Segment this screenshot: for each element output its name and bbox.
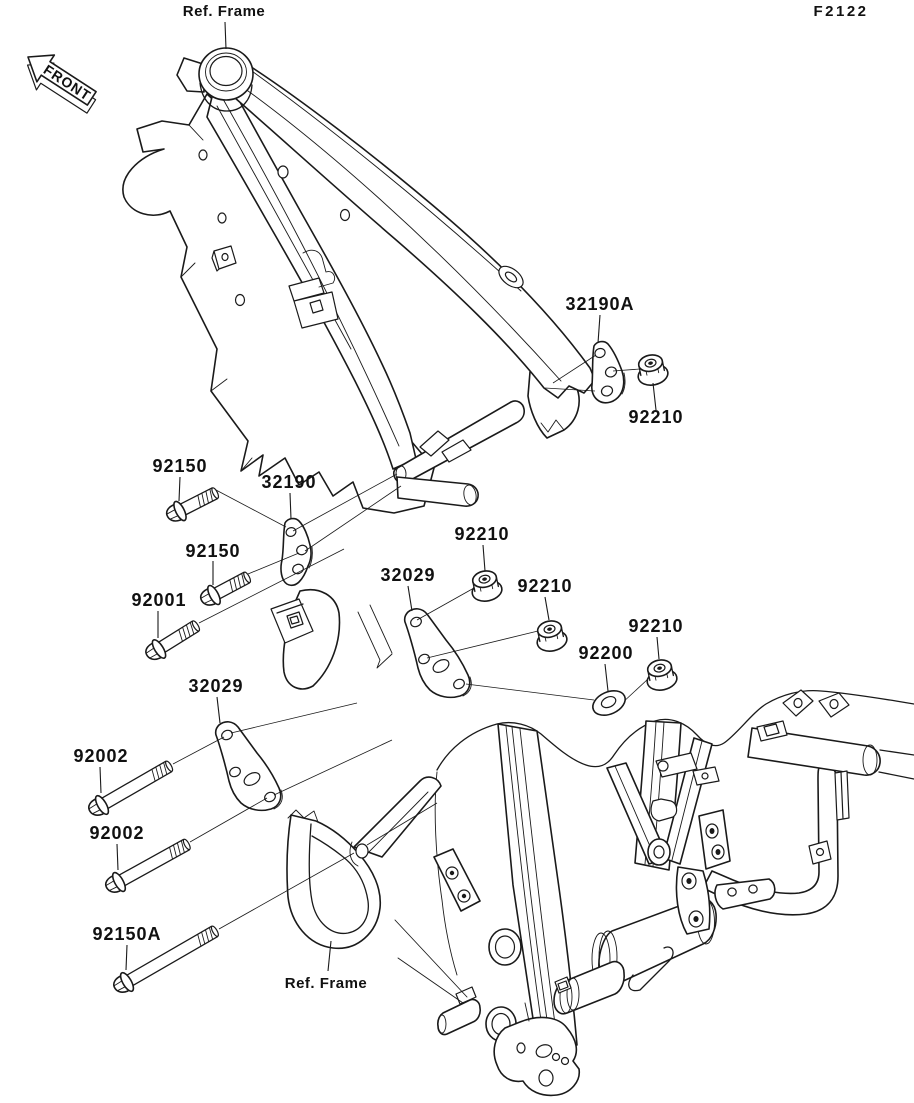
centerline: [417, 588, 474, 620]
lower-frame-drawing: [284, 690, 914, 1095]
leader-line-92150-1: [179, 477, 180, 501]
leader-line-92210-3: [545, 597, 549, 620]
centerline: [274, 740, 392, 795]
part-label-ref-frame-bottom: Ref. Frame: [284, 975, 368, 992]
nut-92210-1: [634, 352, 670, 388]
front-direction-badge: [15, 44, 103, 120]
bracket-32029-2: [216, 722, 283, 811]
washer-92200: [589, 686, 629, 720]
part-label-fig-code: F2122: [813, 3, 869, 20]
bracket-32029-1: [405, 609, 472, 698]
part-label-92002-1: 92002: [73, 746, 129, 766]
bolt-92001-3: [142, 616, 203, 665]
part-label-32029-2: 32029: [188, 676, 244, 696]
centerline: [216, 490, 286, 527]
part-label-92210-4: 92210: [628, 616, 684, 636]
part-label-92001: 92001: [131, 590, 187, 610]
part-label-92150-2: 92150: [185, 541, 241, 561]
part-label-92210-3: 92210: [517, 576, 573, 596]
part-label-32190: 32190: [261, 472, 317, 492]
part-label-92150-1: 92150: [152, 456, 208, 476]
part-label-92150A: 92150A: [92, 924, 162, 944]
bolt-92150-2: [197, 567, 254, 611]
bolt-92150-1: [163, 483, 222, 527]
leader-line-92002-1: [100, 767, 101, 793]
part-label-92210-2: 92210: [454, 524, 510, 544]
bolt-92002-5: [102, 834, 194, 898]
leader-line-92210-2: [483, 545, 485, 571]
nut-92210-4: [643, 657, 679, 693]
leader-line-32029-2: [217, 697, 220, 723]
part-label-92002-2: 92002: [89, 823, 145, 843]
centerline: [231, 703, 357, 733]
leader-line-92210-4: [657, 637, 659, 659]
centerline: [190, 798, 267, 842]
front-badge-label: FRONT: [40, 61, 95, 104]
nut-92210-2: [468, 568, 504, 604]
centerline: [305, 486, 401, 551]
part-label-92210-1: 92210: [628, 407, 684, 427]
leader-line-92150A: [126, 945, 127, 970]
bracket-32190a: [592, 342, 625, 403]
leader-line-32190A: [598, 315, 600, 343]
centerline: [173, 737, 224, 764]
leader-line-92210-1: [653, 383, 656, 410]
part-label-92200: 92200: [578, 643, 634, 663]
leader-line-32190: [290, 493, 291, 519]
leader-line-92002-2: [117, 844, 118, 870]
leader-line-92200: [605, 664, 608, 691]
part-label-32190A: 32190A: [565, 294, 635, 314]
bottom-bracket-plate: [494, 1017, 579, 1095]
part-label-32029-1: 32029: [380, 565, 436, 585]
leader-line-32029-1: [408, 586, 412, 611]
nut-92210-3: [533, 618, 569, 654]
leader-line-ref-frame-top: [225, 22, 226, 49]
part-label-ref-frame-top: Ref. Frame: [182, 3, 266, 20]
centerline: [466, 684, 594, 700]
